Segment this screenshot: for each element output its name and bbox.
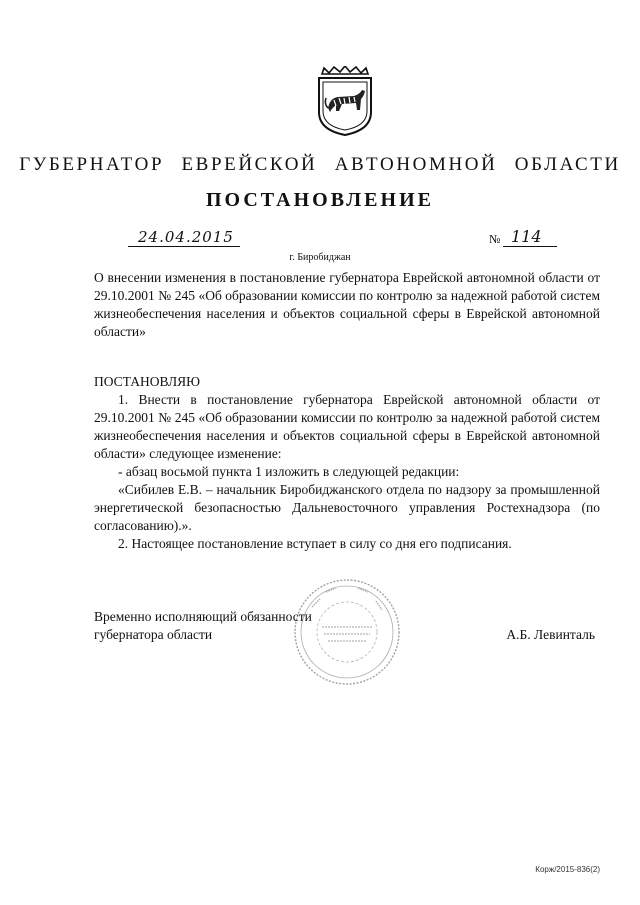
document-type-title: ПОСТАНОВЛЕНИЕ (206, 189, 434, 211)
decree-paragraph: 2. Настоящее постановление вступает в силу со дня его подписания. (118, 536, 512, 551)
document-date-value: 24.04.2015 (138, 228, 234, 246)
signatory-position-line: губернатора области (94, 627, 213, 642)
document-subject: О внесении изменения в постановление губернатора Еврейской автономной области от 29.10.2001 № 245 «Об образовании комиссии по контролю за надежной работой систем жизнеобеспечения населения и объектов социальной сферы в Еврейской автономной области» (94, 270, 600, 339)
decree-paragraph: 1. Внести в постановление губернатора Еврейской автономной области от 29.10.2001 № 245 «Об образовании комиссии по контролю за надежной работой систем жизнеобеспечения населения и объектов социальной сферы в Еврейской автономной области» следующее изменение: (94, 392, 600, 461)
number-underline (503, 246, 557, 247)
registration-code: Корж/2015-836(2) (535, 865, 600, 874)
number-sign: № (489, 232, 501, 246)
document-number (489, 227, 559, 250)
signatory-position (94, 608, 354, 644)
decree-keyword: ПОСТАНОВЛЯЮ (94, 374, 201, 389)
issuing-authority: ГУБЕРНАТОР ЕВРЕЙСКОЙ АВТОНОМНОЙ ОБЛАСТИ (19, 154, 621, 175)
coat-of-arms-icon (314, 66, 376, 136)
decree-body (94, 391, 600, 553)
place-of-issue: г. Биробиджан (289, 252, 351, 263)
date-underline (128, 246, 240, 247)
signatory-position-line: Временно исполняющий обязанности (94, 609, 312, 624)
document-date (128, 230, 240, 250)
document-number-value: 114 (511, 227, 542, 246)
decree-paragraph: - абзац восьмой пункта 1 изложить в следующей редакции: (118, 464, 460, 479)
decree-paragraph: «Сибилев Е.В. – начальник Биробиджанского отдела по надзору за промышленной энергетической безопасностью Дальневосточного управления Ростехнадзора (по согласованию).». (94, 482, 600, 533)
signatory-name: А.Б. Левинталь (506, 627, 595, 642)
